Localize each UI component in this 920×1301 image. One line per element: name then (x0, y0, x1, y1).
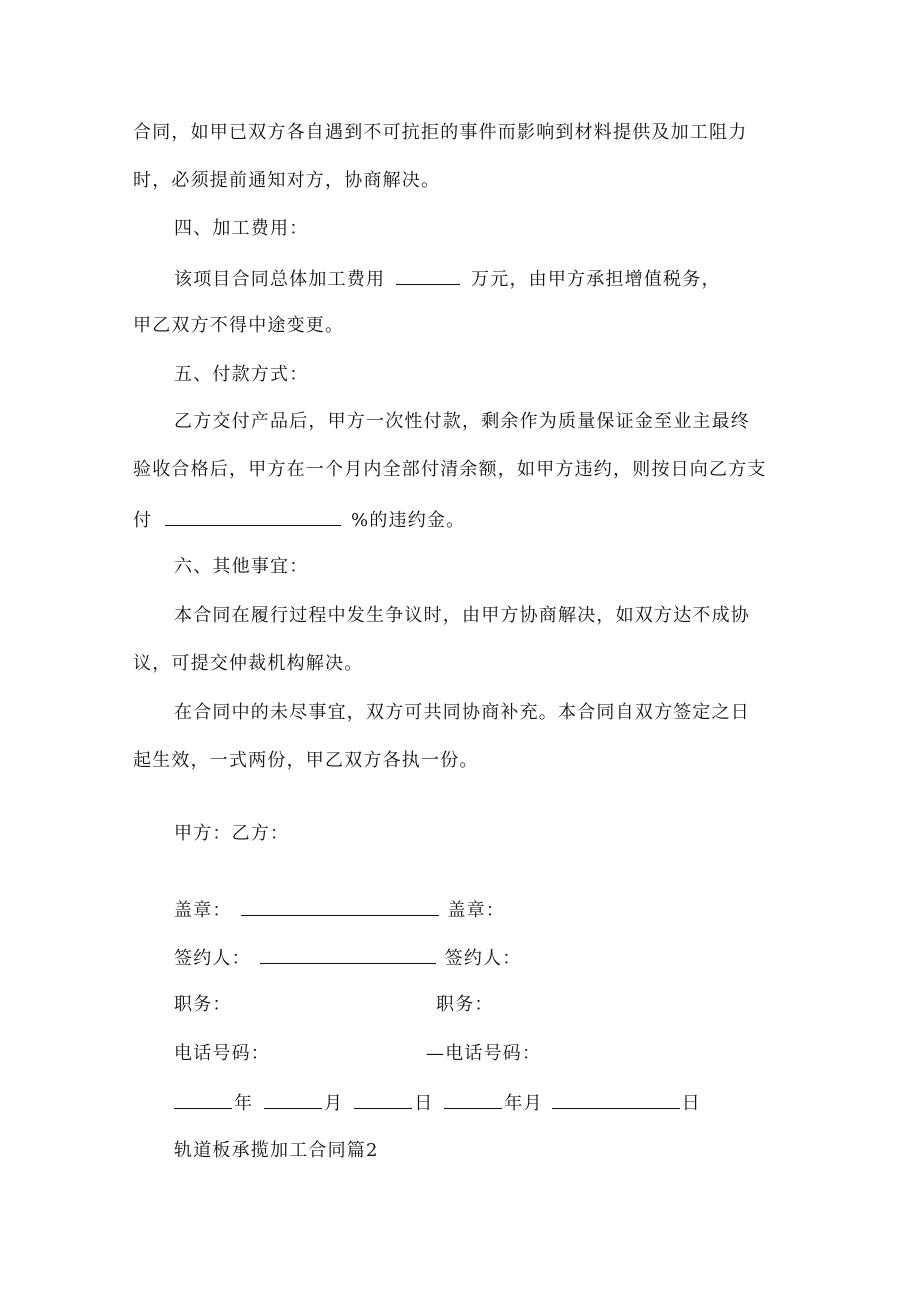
seal-label-a: 盖章： (174, 900, 232, 921)
fill-blank (241, 897, 439, 916)
date-year-month: 年月 (504, 1093, 543, 1114)
section-heading-payment: 五、付款方式： (174, 364, 309, 385)
date-line (174, 1090, 701, 1116)
seal-line (174, 897, 505, 923)
paragraph-line: 甲乙双方不得中途变更。 (133, 315, 345, 336)
text: 该项目合同总体加工费用 (174, 269, 386, 290)
paragraph-line: 议，可提交仲裁机构解决。 (133, 653, 364, 674)
text: 万元，由甲方承担增值税务， (471, 269, 721, 290)
paragraph-line: 时，必须提前通知对方，协商解决。 (133, 170, 441, 191)
date-month: 月 (324, 1093, 344, 1114)
paragraph-line (174, 266, 721, 292)
date-year: 年 (234, 1093, 254, 1114)
section-heading-other: 六、其他事宜： (174, 556, 309, 577)
fill-blank (354, 1090, 412, 1109)
section-heading-fee: 四、加工费用： (174, 218, 309, 239)
paragraph-line: 验收合格后，甲方在一个月内全部付清余额，如甲方违约，则按日向乙方支 (133, 459, 767, 480)
fill-blank (396, 266, 460, 285)
seal-label-b: 盖章： (447, 900, 506, 921)
paragraph-line: 在合同中的未尽事宜，双方可共同协商补充。本合同自双方签定之日 (174, 702, 750, 723)
fill-blank (552, 1090, 680, 1109)
text: %的违约金。 (351, 510, 466, 531)
fill-blank (165, 507, 341, 526)
signer-line (174, 945, 521, 971)
paragraph-line: 起生效，一式两份，甲乙双方各执一份。 (133, 750, 479, 771)
signer-label-b: 签约人： (444, 948, 522, 969)
phone-label-a: 电话号码： (174, 1043, 270, 1064)
date-day-2: 日 (681, 1093, 701, 1114)
date-day: 日 (414, 1093, 434, 1114)
position-label-a: 职务： (174, 994, 232, 1015)
text: 付 (133, 510, 153, 531)
position-label-b: 职务： (436, 994, 494, 1015)
fill-blank (260, 945, 436, 964)
signer-label-a: 签约人： (174, 948, 251, 969)
next-section-heading: 轨道板承揽加工合同篇2 (174, 1140, 379, 1161)
paragraph-line (133, 507, 465, 533)
paragraph-line: 合同，如甲已双方各自遇到不可抗拒的事件而影响到材料提供及加工阻力 (133, 122, 748, 143)
paragraph-line: 乙方交付产品后，甲方一次性付款，剩余作为质量保证金至业主最终 (174, 411, 750, 432)
phone-label-b: —电话号码： (426, 1043, 542, 1064)
paragraph-line: 本合同在履行过程中发生争议时，由甲方协商解决，如双方达不成协 (174, 605, 750, 626)
parties-label: 甲方：乙方： (174, 823, 290, 844)
fill-blank (264, 1090, 322, 1109)
fill-blank (174, 1090, 232, 1109)
fill-blank (444, 1090, 502, 1109)
